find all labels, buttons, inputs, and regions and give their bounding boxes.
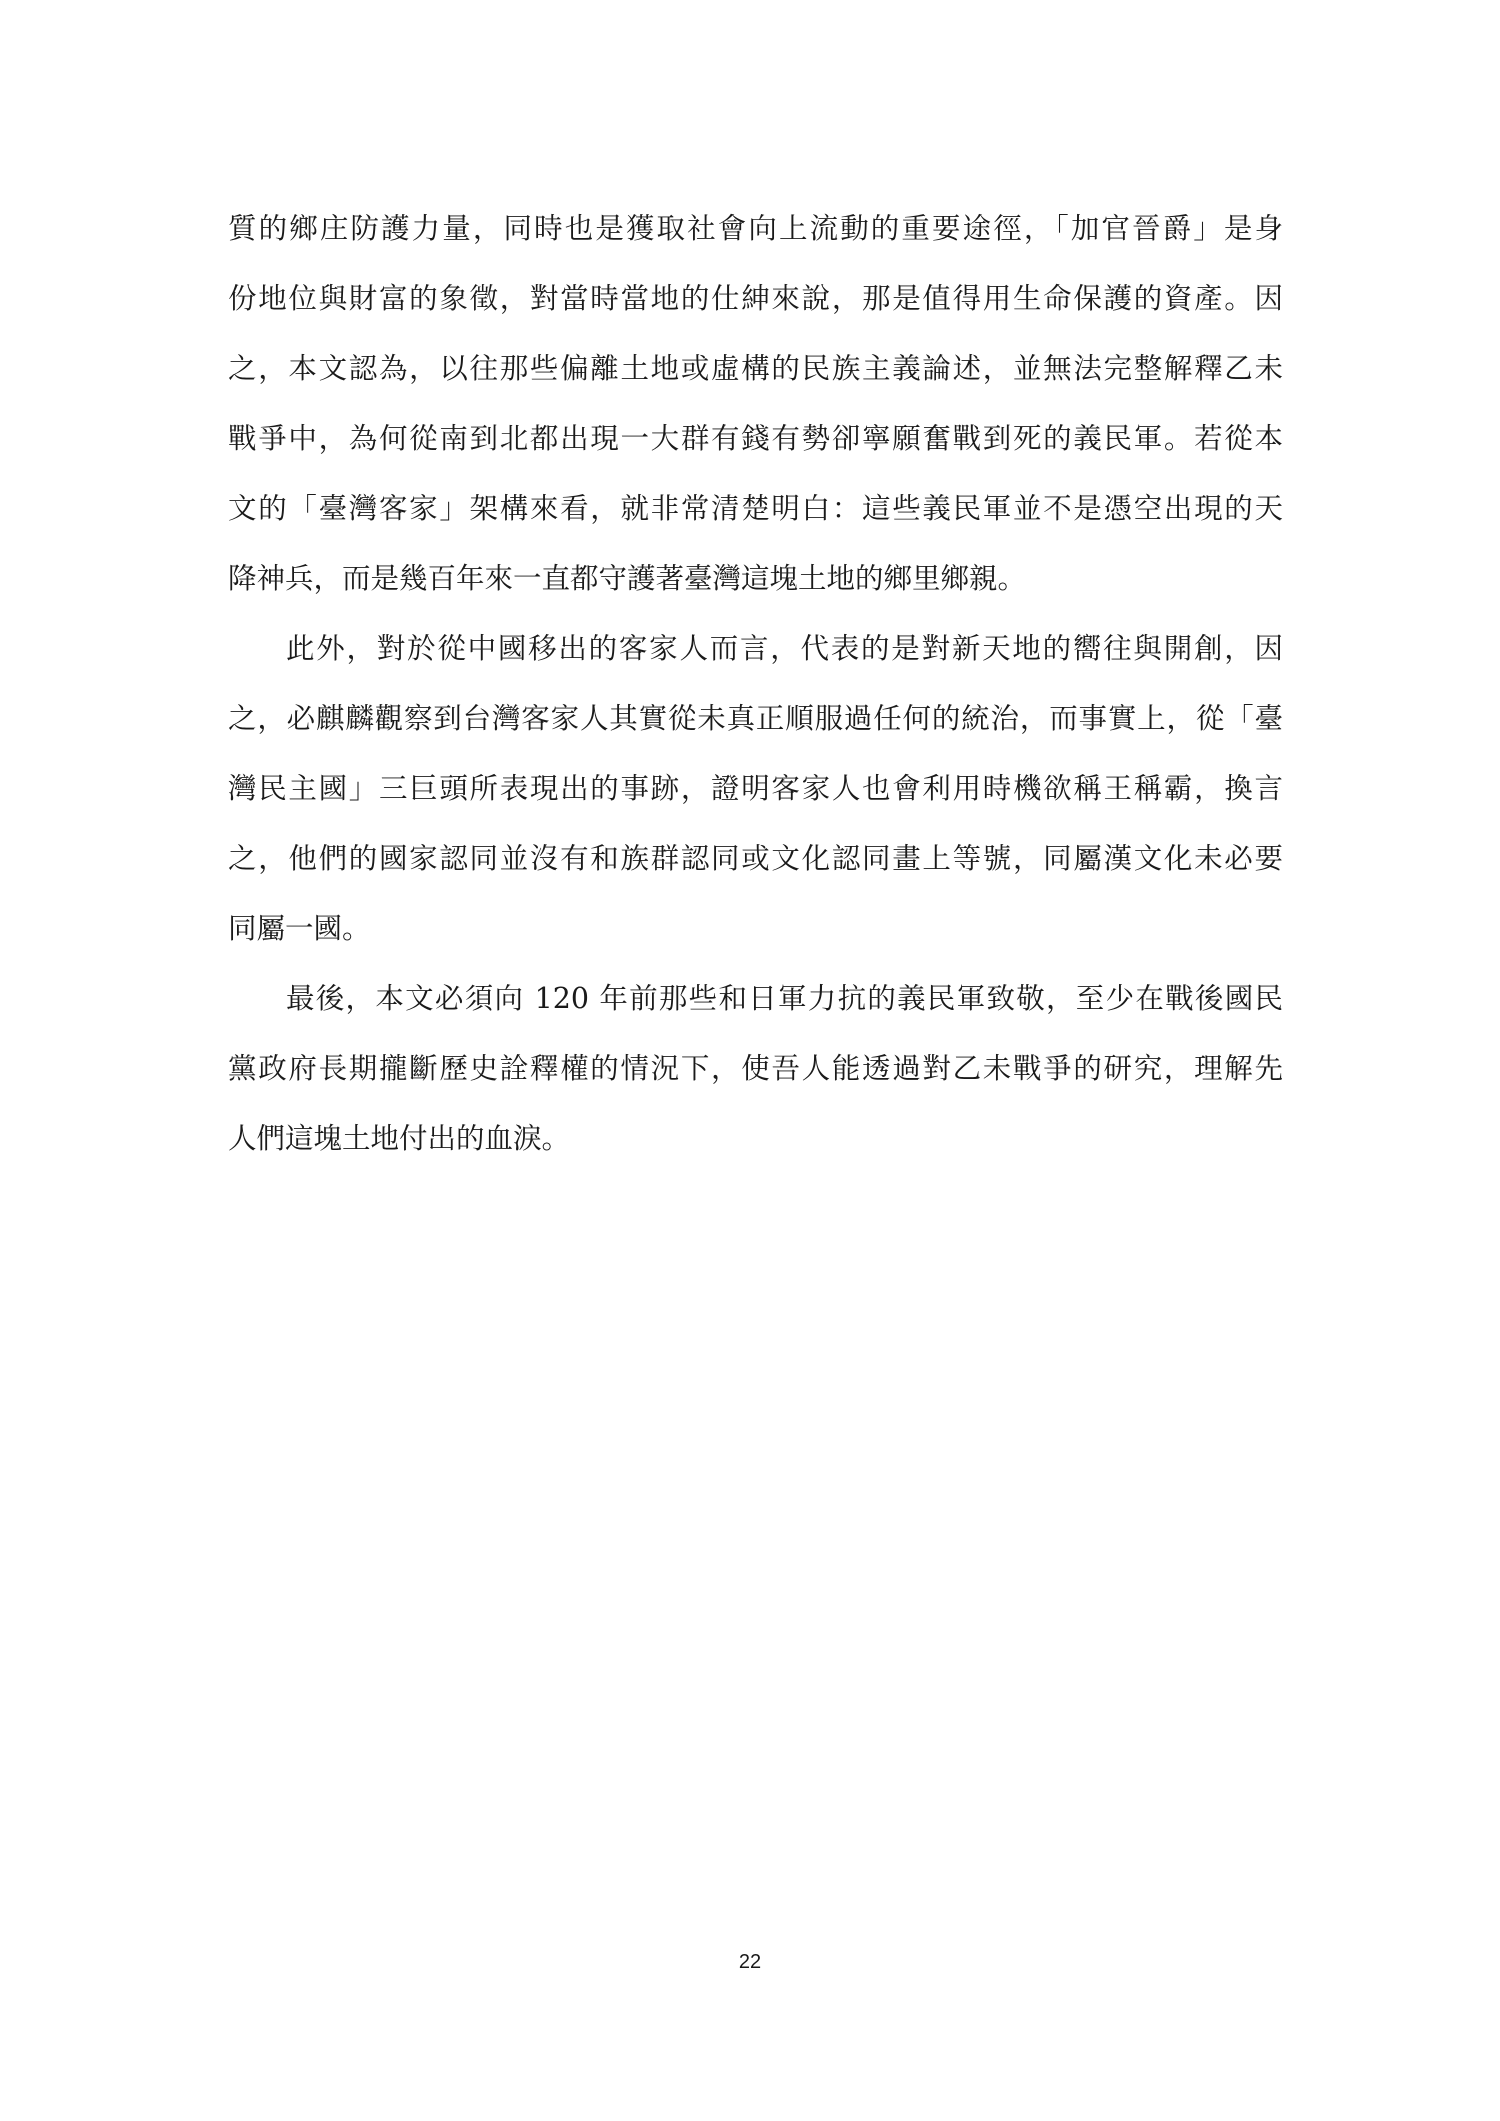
page-number: 22 (738, 1951, 762, 1973)
text-line: 質的鄉庄防護力量，同時也是獲取社會向上流動的重要途徑，「加官晉爵」是身 (228, 212, 1283, 245)
text-line: 份地位與財富的象徵，對當時當地的仕紳來說，那是值得用生命保護的資產。因 (228, 282, 1283, 315)
text-line: 之，必麒麟觀察到台灣客家人其實從未真正順服過任何的統治，而事實上，從「臺 (228, 702, 1283, 735)
paragraph-1 (228, 194, 1283, 614)
text-line: 降神兵，而是幾百年來一直都守護著臺灣這塊土地的鄉里鄉親。 (228, 562, 1027, 595)
paragraph-3 (228, 964, 1283, 1174)
text-line: 此外，對於從中國移出的客家人而言，代表的是對新天地的嚮往與開創，因 (286, 632, 1283, 665)
text-line: 之，他們的國家認同並沒有和族群認同或文化認同畫上等號，同屬漢文化未必要 (228, 842, 1283, 875)
text-line: 灣民主國」三巨頭所表現出的事跡，證明客家人也會利用時機欲稱王稱霸，換言 (228, 772, 1283, 805)
text-line: 戰爭中，為何從南到北都出現一大群有錢有勢卻寧願奮戰到死的義民軍。若從本 (228, 422, 1283, 455)
text-line: 黨政府長期攏斷歷史詮釋權的情況下，使吾人能透過對乙未戰爭的研究，理解先 (228, 1052, 1283, 1085)
body-text (228, 194, 1283, 1174)
text-line: 文的「臺灣客家」架構來看，就非常清楚明白：這些義民軍並不是憑空出現的天 (228, 492, 1283, 525)
text-line: 之，本文認為，以往那些偏離土地或虛構的民族主義論述，並無法完整解釋乙未 (228, 352, 1283, 385)
paragraph-2 (228, 614, 1283, 964)
text-line: 最後，本文必須向 120 年前那些和日軍力抗的義民軍致敬，至少在戰後國民 (286, 982, 1283, 1015)
text-line: 同屬一國。 (228, 912, 371, 945)
text-line: 人們這塊土地付出的血淚。 (228, 1122, 571, 1155)
